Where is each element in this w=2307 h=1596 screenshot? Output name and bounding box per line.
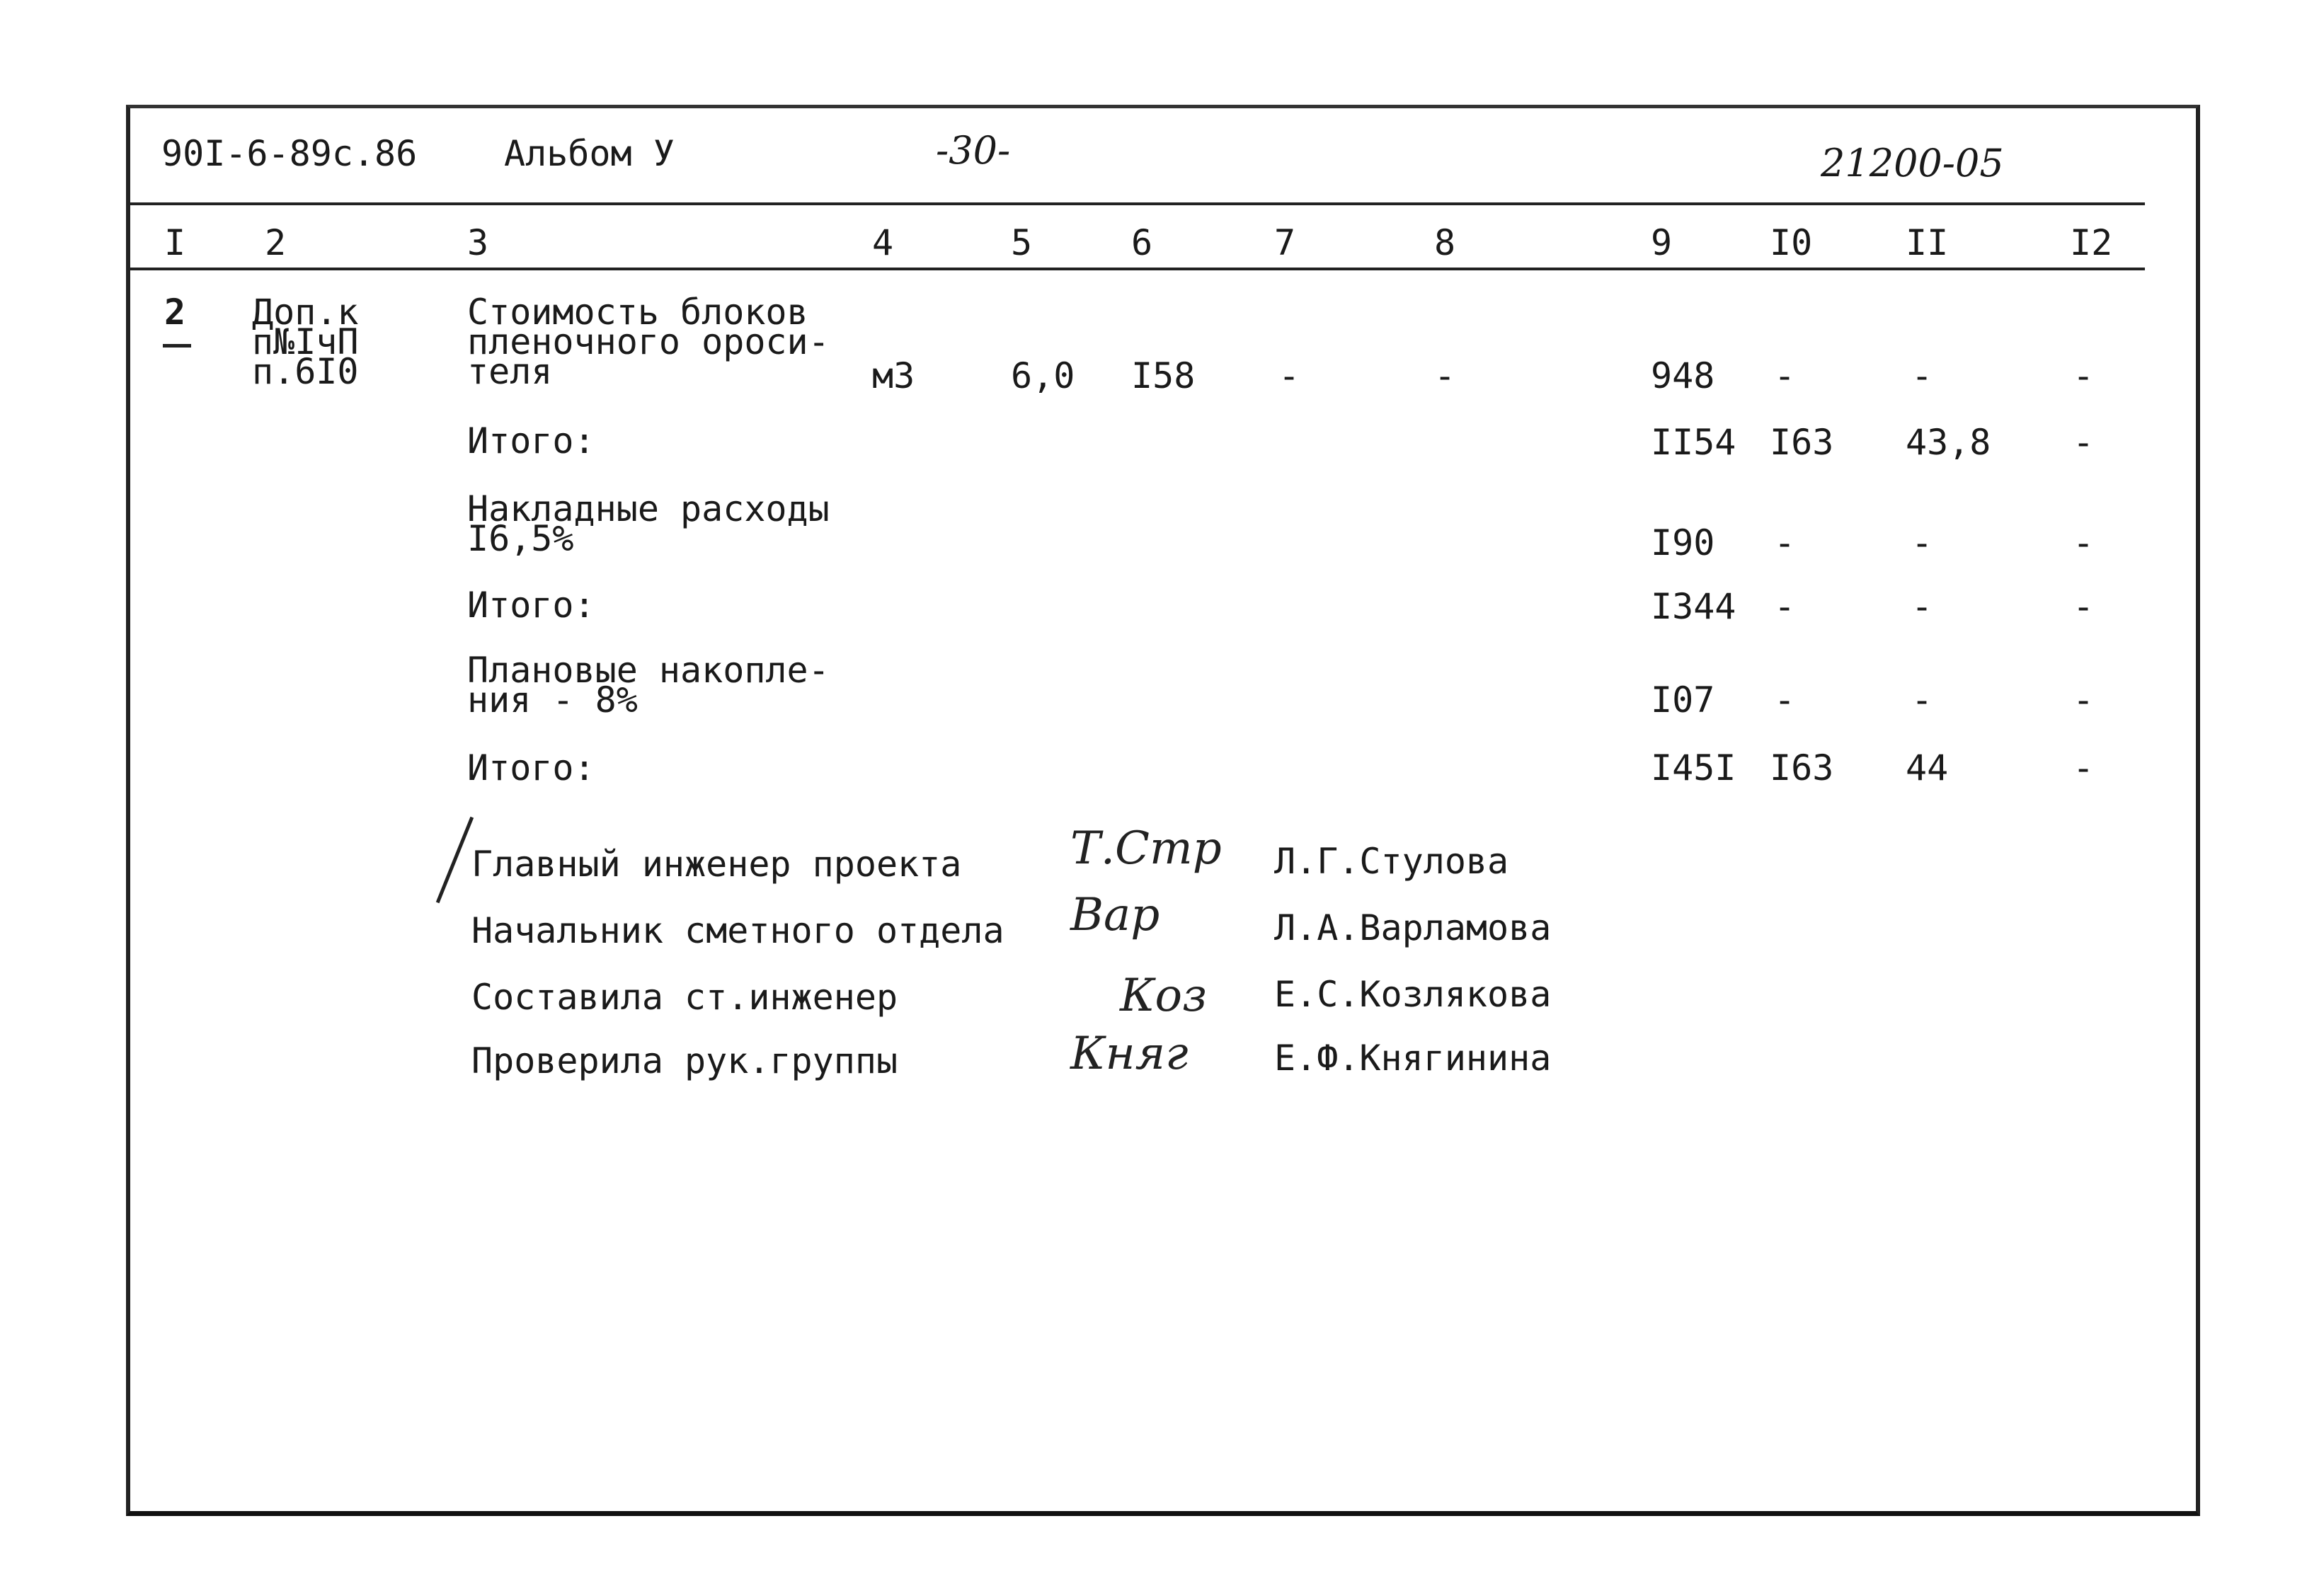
planned-savings-col10: -	[1774, 679, 1796, 721]
item-col9: 948	[1651, 355, 1715, 396]
item-price: I58	[1131, 355, 1196, 396]
doc-number: 21200-05	[1821, 141, 2004, 185]
col-header-4: 4	[872, 222, 894, 263]
subtotal-col9: II54	[1651, 422, 1736, 463]
item-col8: -	[1434, 355, 1456, 396]
subtotal-col12: -	[2073, 586, 2095, 627]
overhead-col10: -	[1774, 522, 1796, 563]
overhead-col9: I90	[1651, 522, 1715, 563]
col-header-5: 5	[1011, 222, 1033, 263]
signatory-role: Главный инженер проекта	[471, 844, 962, 885]
signatory-name: Л.Г.Стулова	[1274, 841, 1509, 882]
item-number: 2	[164, 292, 186, 333]
signature-mark: Коз	[1120, 970, 1207, 1022]
signatory-name: Е.С.Козлякова	[1274, 974, 1552, 1015]
total-col12: -	[2073, 747, 2095, 788]
header-rule	[130, 202, 2145, 205]
album-label: Альбом У	[504, 133, 675, 174]
col-header-3: 3	[467, 222, 489, 263]
subtotal-label: Итого:	[467, 420, 595, 461]
item-unit: м3	[872, 355, 915, 396]
col-header-8: 8	[1434, 222, 1456, 263]
overhead-label: Накладные расходы I6,5%	[467, 488, 830, 559]
doc-code: 90I-6-89c.86	[161, 133, 418, 174]
item-description: Стоимость блоков пленочного ороси- теля	[467, 292, 830, 392]
col-header-10: I0	[1770, 222, 1813, 263]
subtotal-col11: -	[1911, 586, 1933, 627]
signature-mark: Вар	[1070, 889, 1160, 941]
col-header-2: 2	[265, 222, 287, 263]
subtotal-col12: -	[2073, 422, 2095, 463]
planned-savings-label: Плановые накопле- ния - 8%	[467, 650, 830, 721]
item-col11: -	[1911, 355, 1933, 396]
item-number-underline	[163, 344, 191, 348]
signatory-role: Составила ст.инженер	[471, 977, 898, 1018]
col-header-9: 9	[1651, 222, 1673, 263]
signature-mark: Княг	[1070, 1028, 1189, 1080]
item-col10: -	[1774, 355, 1796, 396]
subtotal-col11: 43,8	[1906, 422, 1991, 463]
col-header-7: 7	[1274, 222, 1296, 263]
item-reference: Доп.к п№IчП п.6I0	[252, 292, 359, 392]
subtotal-col9: I344	[1651, 586, 1736, 627]
col-header-6: 6	[1131, 222, 1153, 263]
planned-savings-col11: -	[1911, 679, 1933, 721]
signatory-role: Проверила рук.группы	[471, 1040, 898, 1081]
subtotal-label: Итого:	[467, 585, 595, 626]
planned-savings-col9: I07	[1651, 679, 1715, 721]
subtotal-col10: I63	[1770, 422, 1834, 463]
item-col12: -	[2073, 355, 2095, 396]
total-label: Итого:	[467, 747, 595, 788]
total-col10: I63	[1770, 747, 1834, 788]
total-col9: I45I	[1651, 747, 1736, 788]
overhead-col11: -	[1911, 522, 1933, 563]
signature-mark: Т.Стр	[1070, 822, 1222, 875]
column-header-rule	[130, 268, 2145, 270]
planned-savings-col12: -	[2073, 679, 2095, 721]
col-header-1: I	[164, 222, 186, 263]
col-header-12: I2	[2070, 222, 2113, 263]
overhead-col12: -	[2073, 522, 2095, 563]
document-frame	[126, 105, 2200, 1516]
item-col7: -	[1278, 355, 1300, 396]
total-col11: 44	[1906, 747, 1949, 788]
subtotal-col10: -	[1774, 586, 1796, 627]
signatory-role: Начальник сметного отдела	[471, 910, 1004, 951]
signatory-name: Е.Ф.Княгинина	[1274, 1038, 1552, 1079]
signatory-name: Л.А.Варламова	[1274, 907, 1552, 948]
page-number: -30-	[936, 128, 1011, 173]
col-header-11: II	[1906, 222, 1949, 263]
item-quantity: 6,0	[1011, 355, 1075, 396]
